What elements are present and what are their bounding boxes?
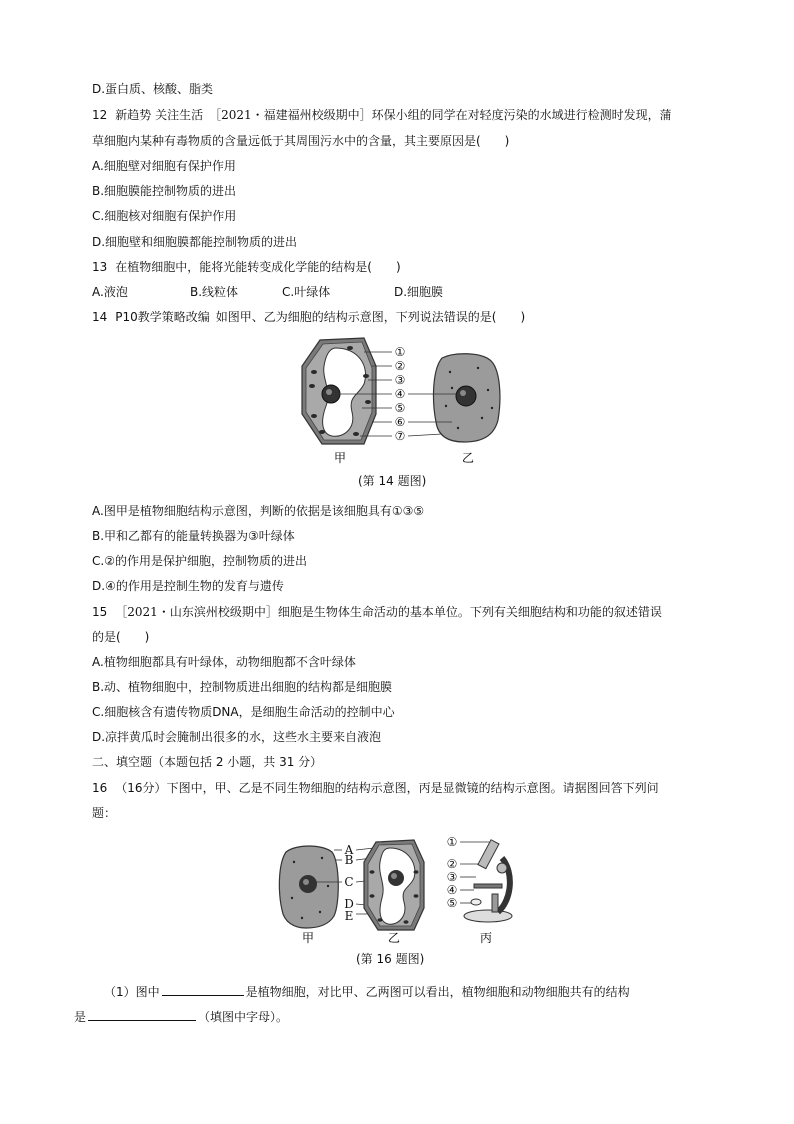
structure-labels [395,345,406,443]
q15-stem-line2: 的是( ) [92,630,150,644]
question-stem: 如图甲、乙为细胞的结构示意图，下列说法错误的是( ) [215,310,526,324]
section-heading: 二、填空题（本题包括 2 小题，共 31 分） [92,755,323,769]
nucleolus [391,873,397,879]
q16-stem-line2: 题： [92,806,117,820]
cell-b-label: 乙 [387,931,401,945]
q14-option-b: B.甲和乙都有的能量转换器为③叶绿体 [92,529,295,543]
question-number: 14 [92,310,108,324]
question-number: 12 [92,108,108,122]
micro-label-3: ③ [446,870,458,884]
label-2: ② [394,359,406,373]
q16-sub1-line2 [74,1008,288,1026]
cell-b-label: 乙 [461,451,475,465]
q12-option-c: C.细胞核对细胞有保护作用 [92,209,237,223]
letter-d: D [344,897,354,911]
q13-stem [92,258,401,276]
answer-blank-2[interactable] [88,1008,196,1021]
animal-nucleus [456,386,476,406]
q15-stem-line1 [92,603,662,621]
micro-label-4: ④ [446,883,458,897]
q12-stem-line2: 草细胞内某种有毒物质的含量远低于其周围污水中的含量，其主要原因是( ) [92,134,510,148]
q13-option-d: D.细胞膜 [394,285,444,299]
q15-option-c: C.细胞核含有遗传物质DNA，是细胞生命活动的控制中心 [92,705,395,719]
q16-figure [276,834,522,946]
question-source: ［2021・福建福州校级期中］ [209,108,372,122]
micro-label-2: ② [446,857,458,871]
q13-option-b: B.线粒体 [190,285,239,299]
q14-caption: (第 14 题图) [358,474,427,488]
question-source: ［2021・山东滨州校级期中］ [115,605,278,619]
question-stem: 下图中，甲、乙是不同生物细胞的结构示意图，丙是显微镜的结构示意图。请据图回答下列问 [166,781,659,795]
q12-option-d: D.细胞壁和细胞膜都能控制物质的进出 [92,235,298,249]
sub1-middle: 是植物细胞，对比甲、乙两图可以看出，植物细胞和动物细胞共有的结构 [245,985,630,999]
label-5: ⑤ [394,401,406,415]
q14-option-c: C.②的作用是保护细胞，控制物质的进出 [92,554,307,568]
question-points: （16分） [115,781,167,795]
answer-blank-1[interactable] [162,983,244,996]
animal-nucleolus [303,879,309,885]
q13-option-c: C.叶绿体 [282,285,331,299]
q16-sub1-line1 [104,983,630,1001]
question-tag: 新趋势 关注生活 [115,108,204,122]
q14-option-a: A.图甲是植物细胞结构示意图，判断的依据是该细胞具有①③⑤ [92,504,425,518]
label-1: ① [394,345,406,359]
question-number: 16 [92,781,108,795]
label-6: ⑥ [394,415,406,429]
microscope [464,840,512,922]
question-tag: P10教学策略改编 [115,310,210,324]
q14-stem [92,308,525,326]
structure-letters [344,843,354,923]
q13-options [92,283,443,301]
q13-option-a: A.液泡 [92,285,128,299]
label-7: ⑦ [394,429,406,443]
q15-option-d: D.凉拌黄瓜时会腌制出很多的水，这些水主要来自液泡 [92,730,382,744]
q14-option-d: D.④的作用是控制生物的发育与遗传 [92,579,284,593]
micro-label-5: ⑤ [446,896,458,910]
cell-c-label: 丙 [479,931,493,945]
label-3: ③ [394,373,406,387]
animal-nucleolus [460,390,466,396]
microscope-labels [447,835,458,910]
q12-option-b: B.细胞膜能控制物质的进出 [92,184,237,198]
question-stem: 在植物细胞中，能将光能转变成化学能的结构是( ) [115,260,401,274]
q15-option-b: B.动、植物细胞中，控制物质进出细胞的结构都是细胞膜 [92,680,393,694]
letter-e: E [344,909,354,923]
cell-a-label: 甲 [301,931,315,945]
question-stem: 细胞是生物体生命活动的基本单位。下列有关细胞结构和功能的叙述错误 [277,605,662,619]
sub1-line2-suffix: （填图中字母）。 [198,1010,289,1024]
sub1-prefix: （1）图中 [104,985,160,999]
q12-stem-line1 [92,106,672,124]
nucleolus [326,389,332,395]
question-stem: 环保小组的同学在对轻度污染的水域进行检测时发现，蒲 [371,108,672,122]
cell-a-label: 甲 [333,451,347,465]
q16-caption: (第 16 题图) [356,952,425,966]
micro-label-1: ① [446,835,458,849]
q16-stem-line1 [92,779,659,797]
q11-option-d: D.蛋白质、核酸、脂类 [92,82,214,96]
q12-option-a: A.细胞壁对细胞有保护作用 [92,159,236,173]
q15-option-a: A.植物细胞都具有叶绿体，动物细胞都不含叶绿体 [92,655,356,669]
letter-a: A [344,843,354,857]
letter-b: B [344,853,354,867]
sub1-line2-prefix: 是 [74,1010,87,1024]
question-number: 13 [92,260,108,274]
question-number: 15 [92,605,108,619]
letter-c: C [344,875,354,889]
label-4: ④ [394,387,406,401]
q14-figure [292,336,512,470]
